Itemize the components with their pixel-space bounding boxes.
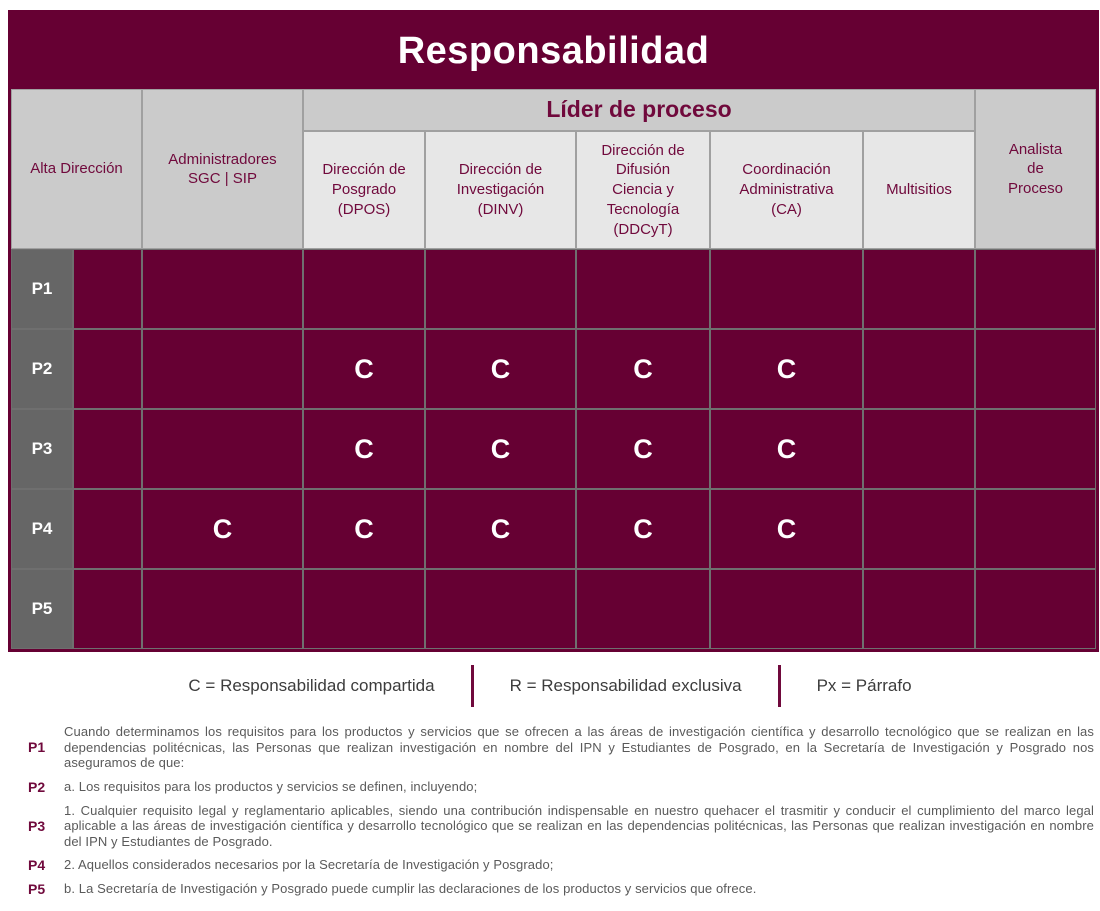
matrix-cell-p3-dinv: C <box>425 409 576 489</box>
matrix-cell-p1-alta <box>73 249 142 329</box>
footnote-label-p1: P1 <box>28 739 46 756</box>
footnote-label-p3: P3 <box>28 817 46 834</box>
footnote-p2 <box>0 779 1094 795</box>
matrix-cell-p3-analista <box>975 409 1096 489</box>
matrix-cell-p5-ca <box>710 569 863 649</box>
footnote-label-p2: P2 <box>28 778 46 795</box>
matrix-cell-p5-multisitios <box>863 569 975 649</box>
matrix-cell-p4-dinv: C <box>425 489 576 569</box>
row-label-p5: P5 <box>11 569 73 649</box>
footnotes <box>0 724 1094 905</box>
row-label-p3: P3 <box>11 409 73 489</box>
footnote-p4 <box>0 857 1094 873</box>
matrix-cell-p2-analista <box>975 329 1096 409</box>
matrix-cell-p1-multisitios <box>863 249 975 329</box>
matrix-cell-p2-ca: C <box>710 329 863 409</box>
matrix-cell-p2-dpos: C <box>303 329 425 409</box>
matrix-cell-p2-ddcyt: C <box>576 329 710 409</box>
legend-divider <box>471 665 474 707</box>
footnote-text-p4: 2. Aquellos considerados necesarios por la Secretaría de Investigación y Posgrado; <box>64 857 554 873</box>
matrix-cell-p1-analista <box>975 249 1096 329</box>
matrix-cell-p5-analista <box>975 569 1096 649</box>
matrix-cell-p1-ca <box>710 249 863 329</box>
footnote-label-p4: P4 <box>28 857 46 873</box>
responsibility-matrix-table <box>8 10 1099 652</box>
legend-item-c: C = Responsabilidad compartida <box>188 676 435 695</box>
column-header-administradores: Administradores SGC | SIP <box>142 89 303 249</box>
matrix-cell-p3-ddcyt: C <box>576 409 710 489</box>
footnote-label-p5: P5 <box>28 881 46 897</box>
matrix-cell-p1-ddcyt <box>576 249 710 329</box>
column-header-ddcyt: Dirección de Difusión Ciencia y Tecnología (DDCyT) <box>576 131 710 249</box>
matrix-cell-p4-dpos: C <box>303 489 425 569</box>
matrix-cell-p1-dinv <box>425 249 576 329</box>
matrix-cell-p5-administradores <box>142 569 303 649</box>
footnote-text-p3: 1. Cualquier requisito legal y reglamentario aplicables, siendo una contribución indispensable en nuestro quehacer el trasmitir y conducir el cumplimiento del marco legal aplicable a las áreas de investigación científica y desarrollo tecnológico que se realizan en las dependencias politécnicas, las Personas que realizan investigación en nombre del IPN y Estudiantes de Posgrado. <box>64 802 1094 849</box>
matrix-cell-p5-dpos <box>303 569 425 649</box>
matrix-cell-p4-administradores: C <box>142 489 303 569</box>
legend-divider <box>778 665 781 707</box>
matrix-cell-p1-dpos <box>303 249 425 329</box>
legend-item-r: R = Responsabilidad exclusiva <box>509 676 742 695</box>
matrix-cell-p1-administradores <box>142 249 303 329</box>
column-header-dpos: Dirección de Posgrado (DPOS) <box>303 131 425 249</box>
matrix-cell-p5-alta <box>73 569 142 649</box>
matrix-cell-p4-ca: C <box>710 489 863 569</box>
matrix-cell-p3-ca: C <box>710 409 863 489</box>
matrix-cell-p4-alta <box>73 489 142 569</box>
row-label-p1: P1 <box>11 249 73 329</box>
matrix-cell-p4-analista <box>975 489 1096 569</box>
column-header-ca: Coordinación Administrativa (CA) <box>710 131 863 249</box>
row-label-p2: P2 <box>11 329 73 409</box>
column-group-header-lider-de-proceso: Líder de proceso <box>303 89 975 131</box>
page-title: Responsabilidad <box>11 13 1096 89</box>
matrix-cell-p4-ddcyt: C <box>576 489 710 569</box>
column-header-analista-de-proceso: Analista de Proceso <box>975 89 1096 249</box>
column-header-alta-direccion: Alta Dirección <box>11 89 142 249</box>
matrix-cell-p3-multisitios <box>863 409 975 489</box>
matrix-cell-p2-multisitios <box>863 329 975 409</box>
matrix-cell-p4-multisitios <box>863 489 975 569</box>
matrix-cell-p3-dpos: C <box>303 409 425 489</box>
footnote-p1 <box>0 724 1094 771</box>
matrix-cell-p3-administradores <box>142 409 303 489</box>
matrix-cell-p5-dinv <box>425 569 576 649</box>
footnote-p5 <box>0 881 1094 897</box>
column-header-dinv: Dirección de Investigación (DINV) <box>425 131 576 249</box>
footnote-text-p1: Cuando determinamos los requisitos para los productos y servicios que se ofrecen a las áreas de investigación científica y desarrollo tecnológico que se realizan en las dependencias politécnicas, las Personas que realizan investigación en nombre del IPN y Estudiantes de Posgrado, en la Secretaría de Investigación y Posgrado nos aseguramos de que: <box>64 724 1094 770</box>
matrix-cell-p2-alta <box>73 329 142 409</box>
matrix-cell-p3-alta <box>73 409 142 489</box>
matrix-cell-p2-dinv: C <box>425 329 576 409</box>
footnote-p3 <box>0 803 1094 850</box>
footnote-text-p2: a. Los requisitos para los productos y servicios se definen, incluyendo; <box>64 778 478 794</box>
legend-item-px: Px = Párrafo <box>816 676 912 695</box>
matrix-cell-p2-administradores <box>142 329 303 409</box>
column-header-multisitios: Multisitios <box>863 131 975 249</box>
footnote-text-p5: b. La Secretaría de Investigación y Posgrado puede cumplir las declaraciones de los productos y servicios que ofrece. <box>64 881 757 897</box>
legend <box>0 662 1100 710</box>
row-label-p4: P4 <box>11 489 73 569</box>
matrix-cell-p5-ddcyt <box>576 569 710 649</box>
